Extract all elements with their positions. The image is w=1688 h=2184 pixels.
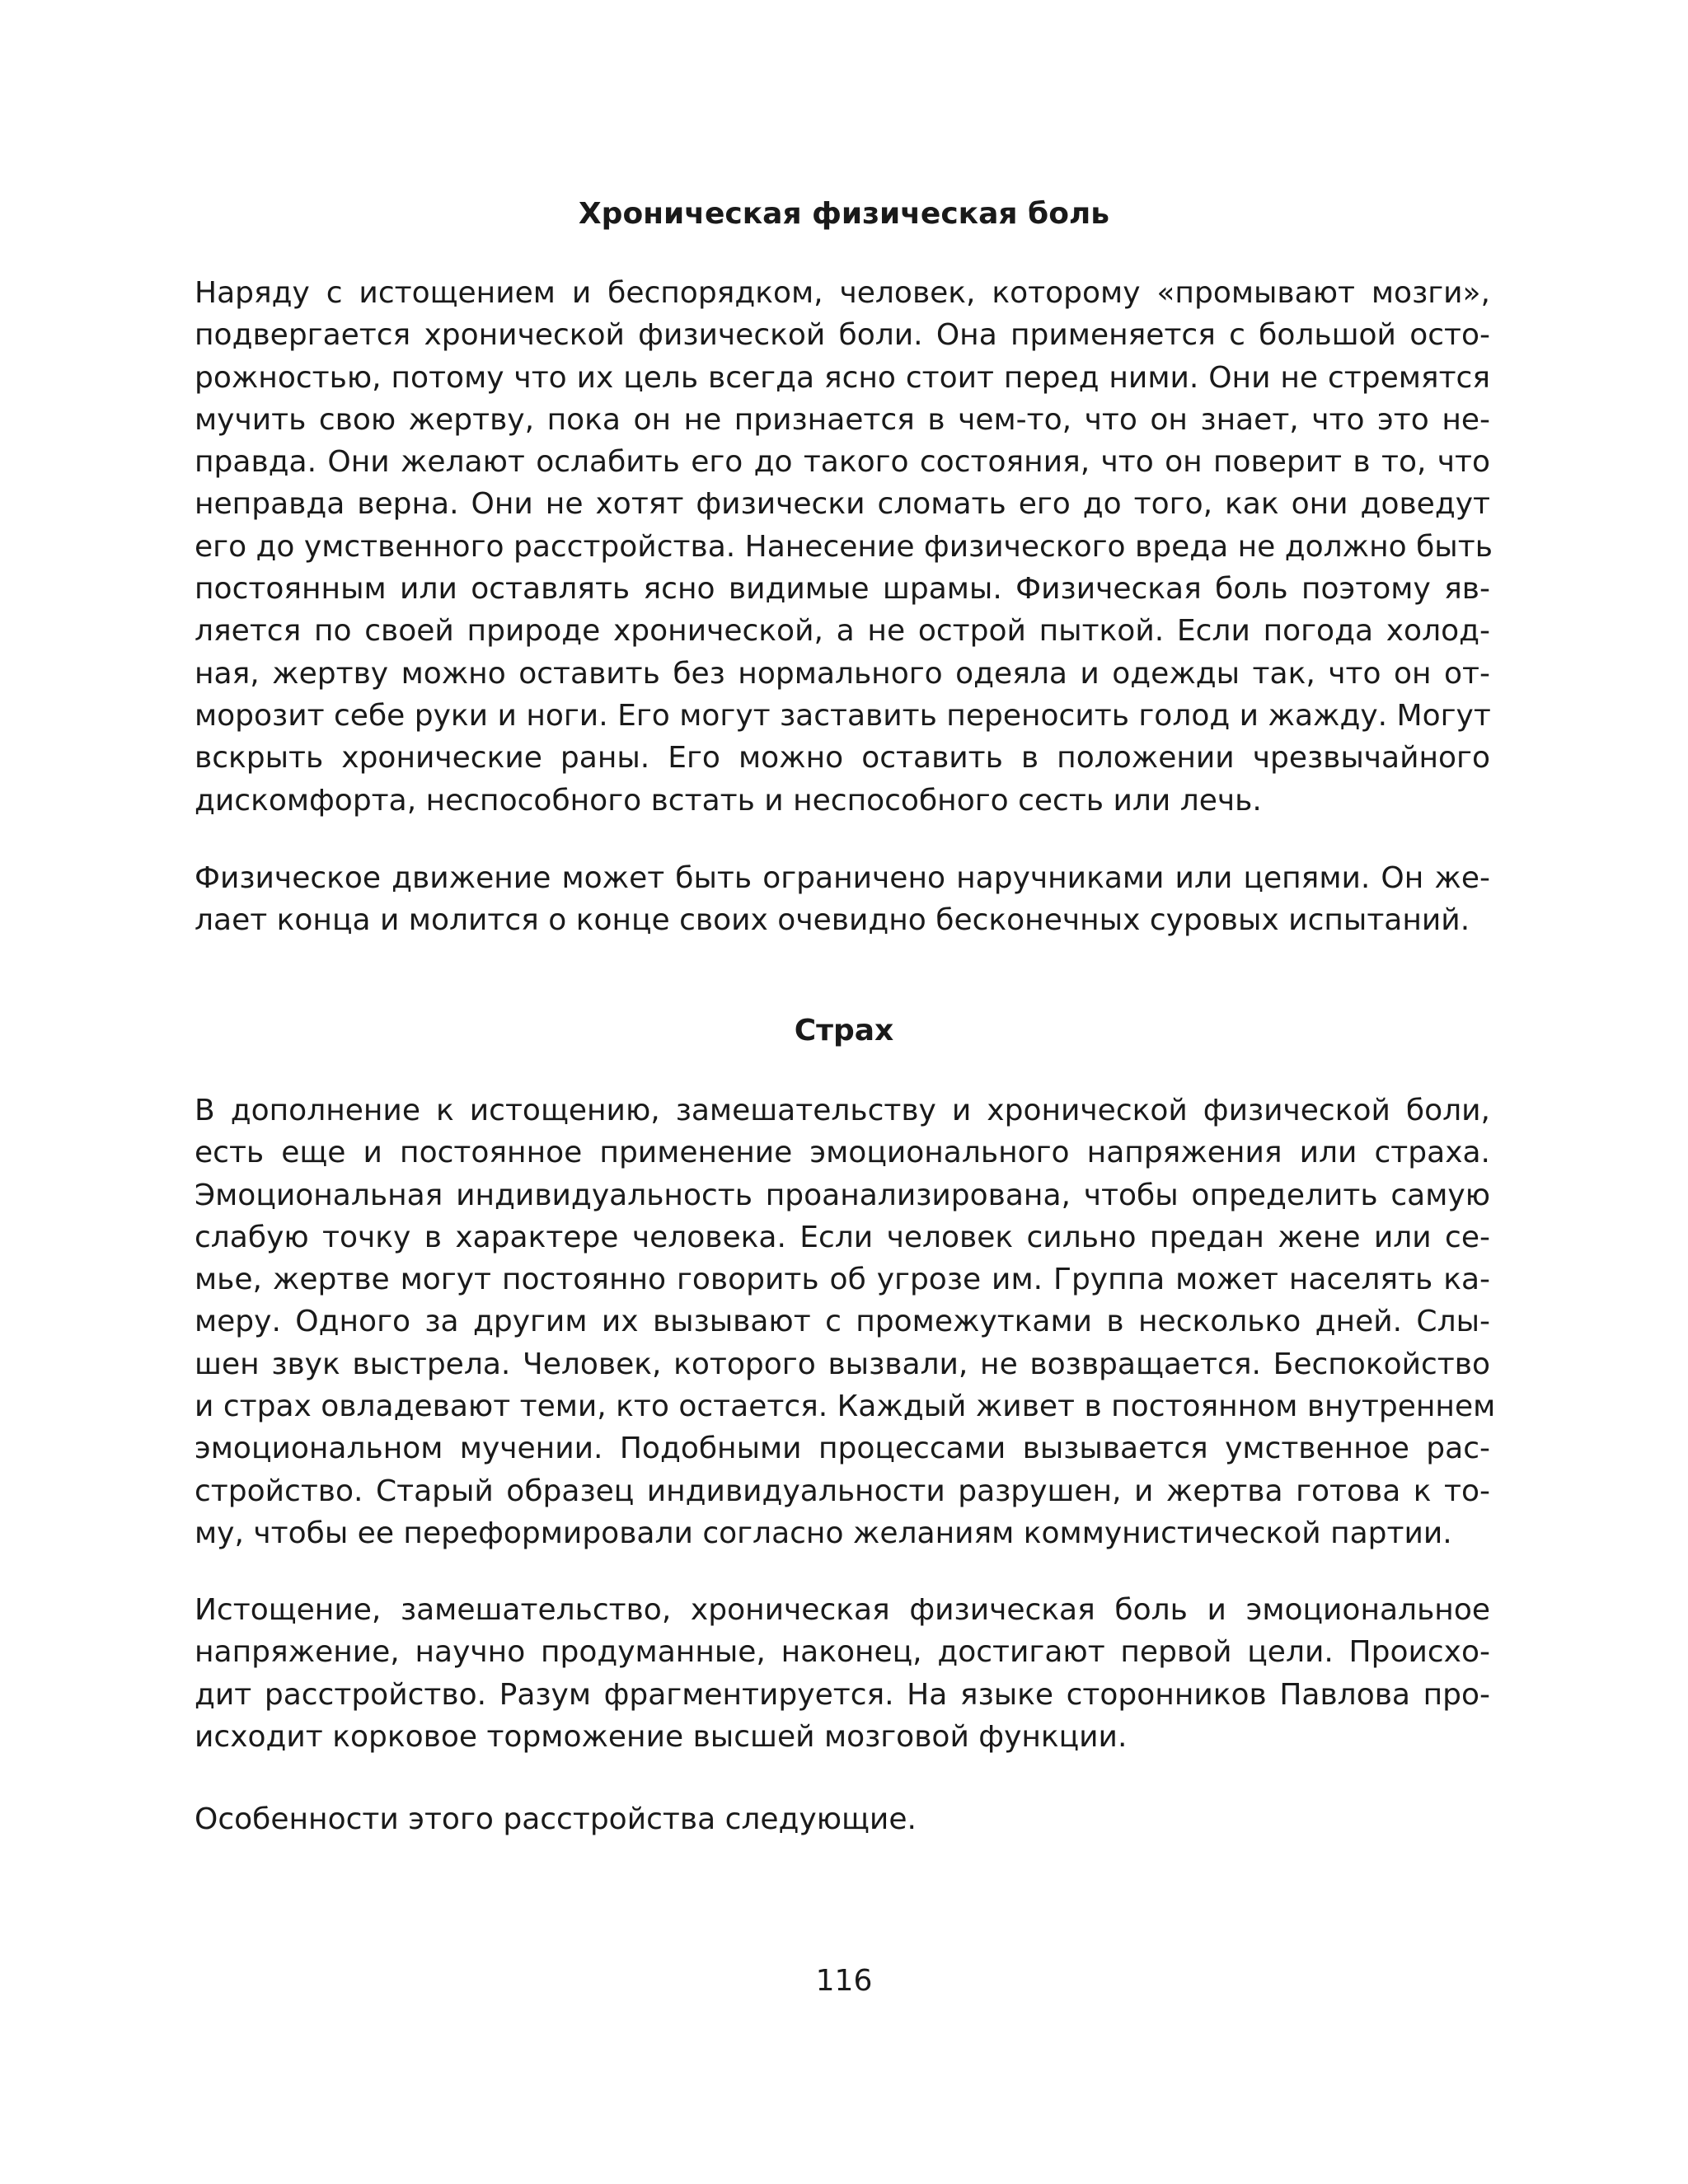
- page-number: 116: [815, 1964, 873, 1998]
- section-heading-fear: Страх: [794, 1014, 894, 1047]
- text-line: исходит корковое торможение высшей мозговой функции.: [195, 1719, 1128, 1754]
- paragraph-fear-2: [195, 1589, 1490, 1758]
- text-line: дискомфорта, неспособного встать и неспособного сесть или лечь.: [195, 783, 1262, 818]
- text-line: морозит себе руки и ноги. Его могут заставить переносить голод и жажду. Могут: [195, 698, 1491, 733]
- text-line: Истощение, замешательство, хроническая физическая боль и эмоциональное: [195, 1593, 1490, 1627]
- paragraph-fear-3: [195, 1798, 1490, 1840]
- text-line: постоянным или оставлять ясно видимые шрамы. Физическая боль поэтому яв-: [195, 572, 1490, 607]
- text-line: рожностью, потому что их цель всегда ясно стоит перед ними. Они не стремятся: [195, 360, 1490, 395]
- text-line: Эмоциональная индивидуальность проанализирована, чтобы определить самую: [195, 1178, 1490, 1212]
- text-line: му, чтобы ее переформировали согласно желаниям коммунистической партии.: [195, 1516, 1452, 1550]
- text-line: эмоциональном мучении. Подобными процессами вызывается умственное рас-: [195, 1432, 1490, 1466]
- text-line: правда. Они желают ослабить его до такого состояния, что он поверит в то, что: [195, 445, 1490, 480]
- text-line: шен звук выстрела. Человек, которого вызвали, не возвращается. Беспокойство: [195, 1347, 1490, 1381]
- text-line: мучить свою жертву, пока он не признается в чем-то, что он знает, что это не-: [195, 402, 1490, 437]
- text-line: дит расстройство. Разум фрагментируется. На языке сторонников Павлова про-: [195, 1677, 1490, 1712]
- text-line: лает конца и молится о конце своих очевидно бесконечных суровых испытаний.: [195, 903, 1470, 938]
- text-line: его до умственного расстройства. Нанесение физического вреда не должно быть: [195, 529, 1493, 564]
- text-line: меру. Одного за другим их вызывают с промежутками в несколько дней. Слы-: [195, 1305, 1490, 1339]
- section-heading-chronic-pain: Хроническая физическая боль: [578, 197, 1110, 231]
- text-line: Наряду с истощением и беспорядком, человек, которому «промывают мозги»,: [195, 276, 1490, 310]
- text-line: ляется по своей природе хронической, а не острой пыткой. Если погода холод-: [195, 614, 1490, 649]
- paragraph-fear-1: [195, 1090, 1496, 1554]
- text-line: В дополнение к истощению, замешательству и хронической физической боли,: [195, 1094, 1490, 1127]
- text-line: мье, жертве могут постоянно говорить об угрозе им. Группа может населять ка-: [195, 1263, 1490, 1297]
- text-line: Особенности этого расстройства следующие.: [195, 1802, 917, 1836]
- text-line: стройство. Старый образец индивидуальности разрушен, и жертва готова к то-: [195, 1474, 1490, 1508]
- text-line: есть еще и постоянное применение эмоционального напряжения или страха.: [195, 1136, 1490, 1170]
- text-line: Физическое движение может быть ограничено наручниками или цепями. Он же-: [195, 861, 1490, 895]
- text-line: ная, жертву можно оставить без нормального одеяла и одежды так, что он от-: [195, 656, 1490, 691]
- paragraph-chronic-pain-2: [195, 857, 1490, 942]
- paragraph-chronic-pain-1: [195, 272, 1493, 822]
- text-line: вскрыть хронические раны. Его можно оставить в положении чрезвычайного: [195, 741, 1490, 776]
- text-line: слабую точку в характере человека. Если человек сильно предан жене или се-: [195, 1220, 1490, 1254]
- text-line: неправда верна. Они не хотят физически сломать его до того, как они доведут: [195, 487, 1490, 522]
- text-line: и страх овладевают теми, кто остается. Каждый живет в постоянном внутреннем: [195, 1390, 1496, 1424]
- text-line: подвергается хронической физической боли. Она применяется с большой осто-: [195, 318, 1490, 353]
- text-line: напряжение, научно продуманные, наконец, достигают первой цели. Происхо-: [195, 1635, 1490, 1670]
